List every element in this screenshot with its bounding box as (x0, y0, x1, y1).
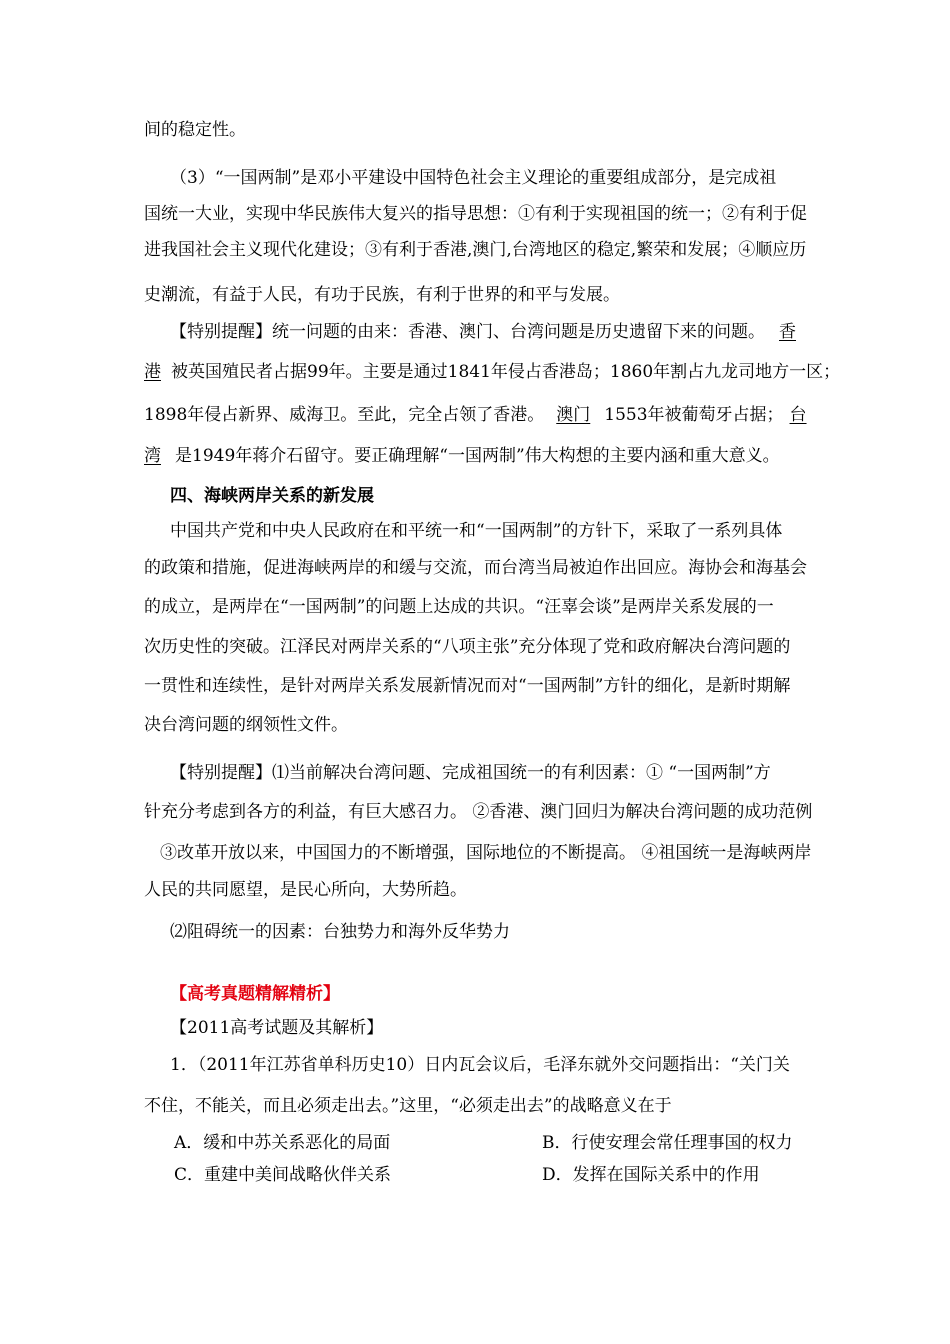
text: 【2011高考试题及其解析】 (170, 1018, 384, 1038)
text: 间的稳定性。 (144, 120, 246, 140)
paragraph-line (144, 238, 950, 262)
text: 人民的共同愿望，是民心所向，大势所趋。 (144, 880, 467, 900)
text: 被英国殖民者占据99年。主要是通过1841年侵占香港岛；1860年割占九龙司地方一区； (171, 362, 841, 382)
option-text: B．行使安理会常任理事国的权力 (542, 1133, 793, 1153)
reminder-line (144, 800, 950, 824)
paragraph-line (170, 519, 950, 543)
text: 国统一大业，实现中华民族伟大复兴的指导思想：①有利于实现祖国的统一；②有利于促 (144, 204, 807, 224)
option-c (174, 1163, 534, 1187)
option-text: C．重建中美间战略伙伴关系 (174, 1165, 392, 1185)
reminder-line (170, 320, 950, 344)
text: 进我国社会主义现代化建设；③有利于香港,澳门,台湾地区的稳定,繁荣和发展；④顺应历 (144, 240, 807, 260)
option-a (174, 1131, 534, 1155)
reminder-line (144, 360, 950, 384)
underlined-term: 澳门 (556, 405, 591, 425)
paragraph-line (144, 202, 950, 226)
reminder-line (144, 878, 950, 902)
option-d (542, 1163, 922, 1187)
reminder-line (170, 920, 950, 944)
exam-heading (170, 982, 950, 1006)
text: 的成立，是两岸在“一国两制”的问题上达成的共识。“汪辜会谈”是两岸关系发展的一 (144, 597, 774, 617)
section-heading (170, 484, 950, 508)
text: 是1949年蒋介石留守。要正确理解“一国两制”伟大构想的主要内涵和重大意义。 (175, 446, 780, 466)
text: （3）“一国两制”是邓小平建设中国特色社会主义理论的重要组成部分，是完成祖 (170, 168, 777, 188)
text: 史潮流，有益于人民，有功于民族，有利于世界的和平与发展。 (144, 285, 620, 305)
text: 1553年被葡萄牙占据； (604, 405, 784, 425)
option-text: A．缓和中苏关系恶化的局面 (174, 1133, 391, 1153)
text: ⑵阻碍统一的因素：台独势力和海外反华势力 (170, 922, 510, 942)
paragraph-line (144, 674, 950, 698)
text: 次历史性的突破。江泽民对两岸关系的“八项主张”充分体现了党和政府解决台湾问题的 (144, 637, 791, 657)
text: 1898年侵占新界、威海卫。至此，完全占领了香港。 (144, 405, 545, 425)
paragraph-line (144, 283, 950, 307)
exam-subheading (170, 1016, 950, 1040)
question-line (170, 1053, 950, 1077)
reminder-line (170, 761, 950, 785)
text: 1．（2011年江苏省单科历史10）日内瓦会议后，毛泽东就外交问题指出：“关门关 (170, 1055, 790, 1075)
underlined-term: 台 (789, 405, 807, 425)
text: 针充分考虑到各方的利益，有巨大感召力。 ②香港、澳门回归为解决台湾问题的成功范例 (144, 802, 813, 822)
option-b (542, 1131, 922, 1155)
text: 中国共产党和中央人民政府在和平统一和“一国两制”的方针下，采取了一系列具体 (170, 521, 783, 541)
underlined-term: 香 (779, 322, 796, 342)
underlined-term: 港 (144, 362, 161, 382)
text: 不住，不能关，而且必须走出去。”这里，“必须走出去”的战略意义在于 (144, 1096, 672, 1116)
heading-text: 【高考真题精解精析】 (170, 984, 340, 1004)
underlined-term: 湾 (144, 446, 161, 466)
text: 决台湾问题的纲领性文件。 (144, 715, 348, 735)
question-line (144, 1094, 950, 1118)
reminder-line (144, 444, 950, 468)
text: ③改革开放以来，中国国力的不断增强，国际地位的不断提高。 ④祖国统一是海峡两岸 (160, 843, 812, 863)
heading-text: 四、海峡两岸关系的新发展 (170, 486, 374, 506)
text: 一贯性和连续性，是针对两岸关系发展新情况而对“一国两制”方针的细化，是新时期解 (144, 676, 791, 696)
paragraph-line (144, 595, 950, 619)
text: 【特别提醒】统一问题的由来：香港、澳门、台湾问题是历史遗留下来的问题。 (170, 322, 765, 342)
reminder-line (144, 403, 950, 427)
text: 的政策和措施，促进海峡两岸的和缓与交流，而台湾当局被迫作出回应。海协会和海基会 (144, 558, 807, 578)
paragraph-line (144, 713, 950, 737)
paragraph-line (170, 166, 950, 190)
text: 【特别提醒】⑴当前解决台湾问题、完成祖国统一的有利因素：① “一国两制”方 (170, 763, 771, 783)
reminder-line (160, 841, 950, 865)
paragraph-line (144, 556, 950, 580)
paragraph-line (144, 118, 950, 142)
option-text: D．发挥在国际关系中的作用 (542, 1165, 760, 1185)
paragraph-line (144, 635, 950, 659)
